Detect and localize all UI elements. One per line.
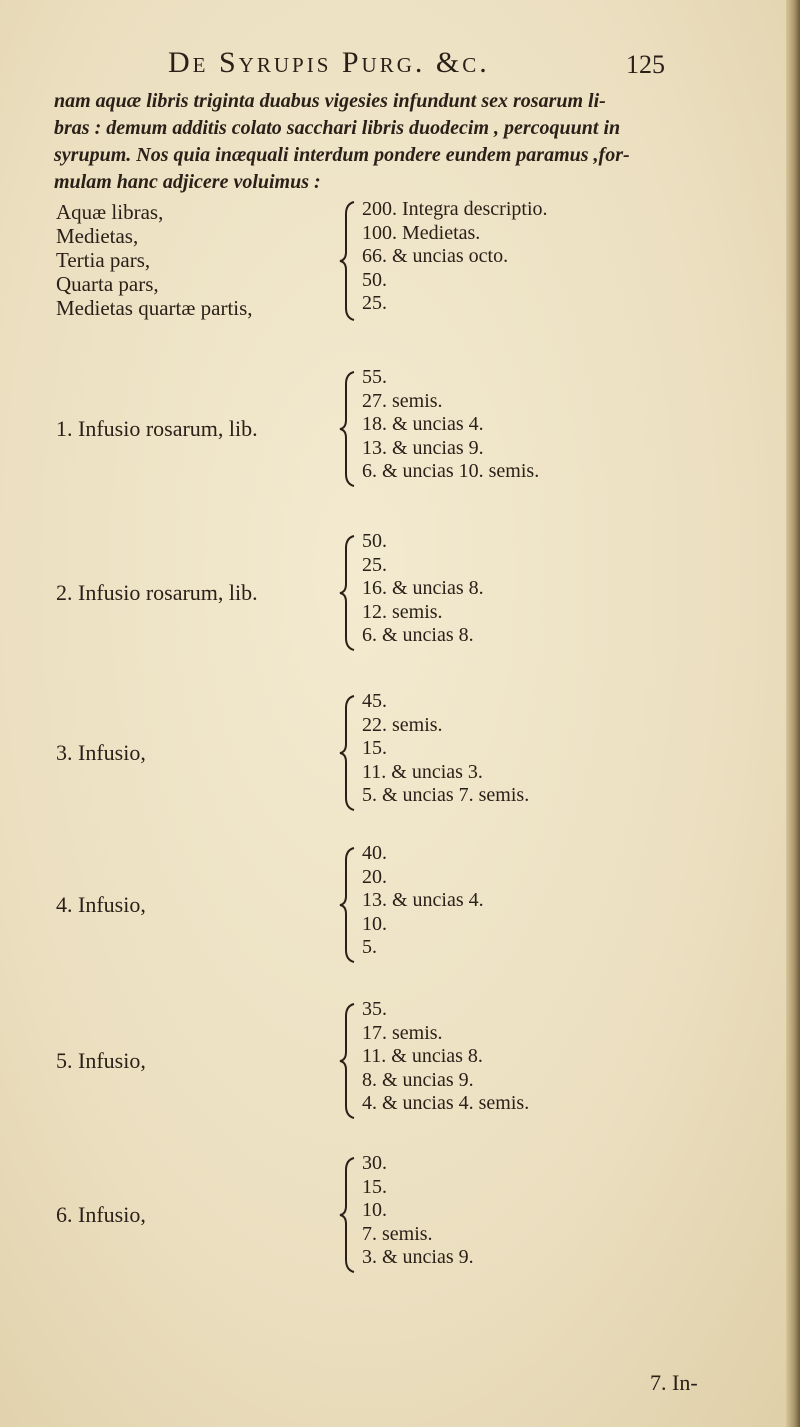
infusion-value: 5.	[362, 936, 377, 958]
base-label: Medietas,	[56, 224, 139, 248]
infusion-value: 17. semis.	[362, 1021, 443, 1044]
infusion-label: 2. Infusio rosarum, lib.	[56, 580, 258, 605]
infusion-values	[362, 842, 484, 960]
infusion-value: 11. & uncias 8.	[362, 1045, 483, 1067]
infusion-value: 5. & uncias 7. semis.	[362, 784, 530, 806]
curly-brace-icon	[338, 846, 358, 964]
infusion-value: 3. & uncias 9.	[362, 1246, 474, 1268]
curly-brace-icon	[338, 370, 358, 488]
infusion-value: 15.	[362, 737, 387, 759]
base-labels	[56, 200, 356, 320]
infusion-value: 30.	[362, 1152, 387, 1174]
infusion-values	[362, 366, 539, 484]
page-number: 125	[626, 50, 665, 79]
infusion-value: 45.	[362, 690, 387, 712]
infusion-value: 10.	[362, 912, 387, 935]
base-label: Tertia pars,	[56, 248, 151, 272]
base-label: Quarta pars,	[56, 272, 159, 296]
infusion-value: 50.	[362, 530, 387, 552]
infusion-value: 16. & uncias 8.	[362, 577, 484, 599]
infusion-value: 18. & uncias 4.	[362, 413, 484, 435]
catchword: 7. In-	[650, 1370, 698, 1395]
infusion-label: 4. Infusio,	[56, 892, 146, 917]
infusion-value: 13. & uncias 4.	[362, 889, 484, 911]
infusion-values	[362, 690, 529, 808]
infusion-value: 6. & uncias 10. semis.	[362, 460, 540, 482]
base-values	[362, 198, 548, 316]
infusion-value: 11. & uncias 3.	[362, 760, 483, 783]
infusion-values	[362, 998, 529, 1116]
curly-brace-icon	[338, 1002, 358, 1120]
intro-line: mulam hanc adjicere voluimus :	[54, 171, 321, 193]
infusion-value: 27. semis.	[362, 389, 443, 412]
infusion-value: 35.	[362, 998, 387, 1020]
infusion-values	[362, 530, 484, 648]
intro-line: nam aquæ libris triginta duabus vigesies infundunt sex rosarum li-	[54, 90, 606, 112]
infusion-value: 22. semis.	[362, 713, 443, 736]
running-title: De Syrupis Purg. &c.	[168, 46, 490, 79]
infusion-value: 55.	[362, 366, 387, 388]
infusion-value: 7. semis.	[362, 1222, 433, 1245]
infusion-value: 15.	[362, 1175, 387, 1198]
base-value: 50.	[362, 268, 387, 291]
infusion-value: 25.	[362, 553, 387, 576]
infusion-value: 40.	[362, 842, 387, 864]
infusion-value: 10.	[362, 1199, 387, 1221]
page-binding-edge	[786, 0, 800, 1427]
curly-brace-icon	[338, 1156, 358, 1274]
infusion-value: 13. & uncias 9.	[362, 436, 484, 459]
base-label: Aquæ libras,	[56, 200, 164, 224]
infusion-label: 6. Infusio,	[56, 1202, 146, 1227]
infusion-value: 12. semis.	[362, 600, 443, 623]
infusion-label: 3. Infusio,	[56, 740, 146, 765]
base-value: 100. Medietas.	[362, 221, 481, 244]
infusion-value: 6. & uncias 8.	[362, 624, 474, 646]
infusion-label: 5. Infusio,	[56, 1048, 146, 1073]
infusion-values	[362, 1152, 474, 1270]
base-value: 25.	[362, 292, 387, 314]
infusion-value: 4. & uncias 4. semis.	[362, 1092, 530, 1114]
infusion-label: 1. Infusio rosarum, lib.	[56, 416, 258, 441]
curly-brace-icon	[338, 694, 358, 812]
base-label: Medietas quartæ partis,	[56, 296, 253, 320]
page-header	[160, 46, 720, 86]
intro-line: bras : demum additis colato sacchari libris duodecim , percoquunt in	[54, 117, 621, 139]
intro-line: syrupum. Nos quia inæquali interdum pondere eundem paramus ,for-	[54, 144, 630, 166]
base-value: 200. Integra descriptio.	[362, 198, 548, 220]
intro-paragraph	[54, 88, 704, 196]
curly-brace-icon	[338, 534, 358, 652]
base-value: 66. & uncias octo.	[362, 245, 509, 267]
infusion-value: 8. & uncias 9.	[362, 1068, 474, 1091]
infusion-value: 20.	[362, 865, 387, 888]
curly-brace-icon	[338, 200, 358, 322]
